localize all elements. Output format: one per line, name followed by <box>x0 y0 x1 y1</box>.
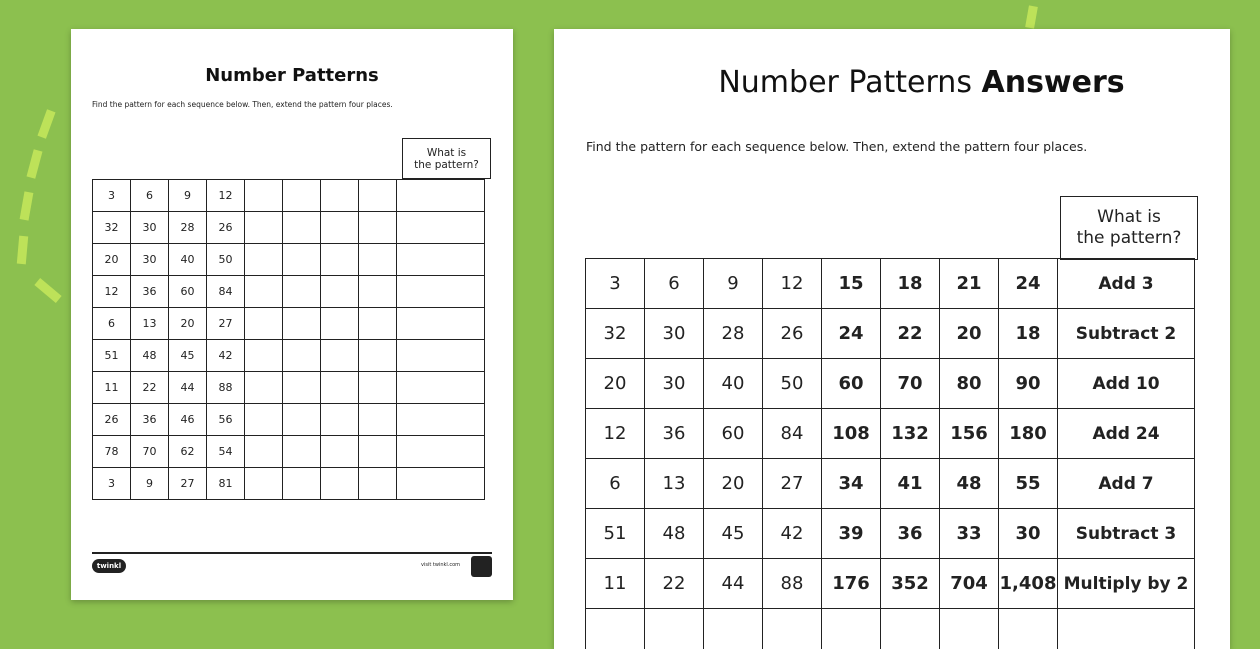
sequence-value: 46 <box>169 404 207 436</box>
answers-title <box>554 65 1230 100</box>
extended-value: 70 <box>881 359 940 409</box>
blank-cell <box>245 276 283 308</box>
answers-pattern-header-box <box>1060 196 1198 260</box>
answers-title-main: Number Patterns <box>718 65 981 100</box>
sequence-value: 54 <box>207 436 245 468</box>
blank-cell <box>321 468 359 500</box>
extended-value: 24 <box>822 309 881 359</box>
blank-cell <box>283 404 321 436</box>
decor-dash <box>27 149 43 178</box>
sequence-value: 6 <box>93 308 131 340</box>
given-value: 13 <box>645 459 704 509</box>
extended-value: 48 <box>940 459 999 509</box>
given-value: 84 <box>763 409 822 459</box>
given-value: 30 <box>645 359 704 409</box>
decor-dash <box>1025 5 1038 28</box>
extended-value: 180 <box>999 409 1058 459</box>
answers-row <box>586 409 1195 459</box>
pattern-blank <box>397 276 485 308</box>
sequence-value: 51 <box>93 340 131 372</box>
blank-cell <box>359 372 397 404</box>
given-value: 22 <box>645 559 704 609</box>
given-value: 51 <box>586 509 645 559</box>
cut-off-cell <box>1058 609 1195 649</box>
given-value: 50 <box>763 359 822 409</box>
pattern-blank <box>397 404 485 436</box>
sequence-value: 28 <box>169 212 207 244</box>
cut-off-cell <box>822 609 881 649</box>
extended-value: 55 <box>999 459 1058 509</box>
given-value: 60 <box>704 409 763 459</box>
decor-dash <box>20 191 34 220</box>
sequence-value: 30 <box>131 244 169 276</box>
sequence-value: 62 <box>169 436 207 468</box>
extended-value: 90 <box>999 359 1058 409</box>
blank-cell <box>359 212 397 244</box>
given-value: 6 <box>586 459 645 509</box>
extended-value: 60 <box>822 359 881 409</box>
given-value: 20 <box>704 459 763 509</box>
blank-cell <box>245 468 283 500</box>
cut-off-cell <box>763 609 822 649</box>
sequence-value: 50 <box>207 244 245 276</box>
extended-value: 22 <box>881 309 940 359</box>
extended-value: 132 <box>881 409 940 459</box>
pattern-answer: Subtract 2 <box>1058 309 1195 359</box>
pattern-blank <box>397 308 485 340</box>
blank-cell <box>321 404 359 436</box>
pattern-blank <box>397 244 485 276</box>
sequence-value: 22 <box>131 372 169 404</box>
worksheet-row <box>93 372 485 404</box>
cut-off-cell <box>999 609 1058 649</box>
extended-value: 176 <box>822 559 881 609</box>
extended-value: 352 <box>881 559 940 609</box>
blank-cell <box>359 276 397 308</box>
sequence-value: 36 <box>131 404 169 436</box>
sequence-value: 45 <box>169 340 207 372</box>
sequence-value: 6 <box>131 180 169 212</box>
blank-cell <box>283 244 321 276</box>
worksheet-row <box>93 308 485 340</box>
pattern-header-box <box>402 138 491 179</box>
blank-cell <box>359 308 397 340</box>
given-value: 28 <box>704 309 763 359</box>
pattern-blank <box>397 372 485 404</box>
sequence-value: 11 <box>93 372 131 404</box>
given-value: 6 <box>645 259 704 309</box>
blank-cell <box>359 244 397 276</box>
extended-value: 41 <box>881 459 940 509</box>
pattern-answer: Subtract 3 <box>1058 509 1195 559</box>
sequence-value: 12 <box>93 276 131 308</box>
sequence-value: 20 <box>169 308 207 340</box>
worksheet-grid <box>92 179 485 500</box>
answers-title-bold: Answers <box>982 65 1125 100</box>
blank-cell <box>359 436 397 468</box>
extended-value: 18 <box>999 309 1058 359</box>
sequence-value: 48 <box>131 340 169 372</box>
sequence-value: 27 <box>207 308 245 340</box>
extended-value: 21 <box>940 259 999 309</box>
sequence-value: 32 <box>93 212 131 244</box>
given-value: 26 <box>763 309 822 359</box>
blank-cell <box>283 468 321 500</box>
answers-row <box>586 459 1195 509</box>
blank-cell <box>321 180 359 212</box>
given-value: 40 <box>704 359 763 409</box>
extended-value: 704 <box>940 559 999 609</box>
pattern-answer: Add 3 <box>1058 259 1195 309</box>
cut-off-cell <box>881 609 940 649</box>
given-value: 88 <box>763 559 822 609</box>
blank-cell <box>283 212 321 244</box>
sequence-value: 42 <box>207 340 245 372</box>
sequence-value: 60 <box>169 276 207 308</box>
cut-off-cell <box>704 609 763 649</box>
blank-cell <box>321 276 359 308</box>
extended-value: 24 <box>999 259 1058 309</box>
given-value: 44 <box>704 559 763 609</box>
extended-value: 20 <box>940 309 999 359</box>
blank-cell <box>321 212 359 244</box>
sequence-value: 30 <box>131 212 169 244</box>
extended-value: 39 <box>822 509 881 559</box>
sequence-value: 27 <box>169 468 207 500</box>
given-value: 12 <box>586 409 645 459</box>
blank-cell <box>321 372 359 404</box>
blank-cell <box>359 340 397 372</box>
blank-cell <box>283 276 321 308</box>
decor-dash <box>17 236 28 265</box>
blank-cell <box>321 436 359 468</box>
extended-value: 156 <box>940 409 999 459</box>
decor-dash <box>37 109 55 138</box>
answers-instructions: Find the pattern for each sequence below. Then, extend the pattern four places. <box>586 139 1087 154</box>
extended-value: 33 <box>940 509 999 559</box>
extended-value: 18 <box>881 259 940 309</box>
answers-page <box>554 29 1230 649</box>
sequence-value: 56 <box>207 404 245 436</box>
pattern-answer: Add 10 <box>1058 359 1195 409</box>
answers-pattern-header-label: What is the pattern? <box>1061 197 1198 260</box>
extended-value: 30 <box>999 509 1058 559</box>
sequence-value: 88 <box>207 372 245 404</box>
sequence-value: 36 <box>131 276 169 308</box>
worksheet-page <box>71 29 513 600</box>
given-value: 45 <box>704 509 763 559</box>
badge-logo <box>471 556 492 577</box>
cut-off-cell <box>645 609 704 649</box>
worksheet-row <box>93 436 485 468</box>
blank-cell <box>283 180 321 212</box>
blank-cell <box>245 372 283 404</box>
extended-value: 80 <box>940 359 999 409</box>
sequence-value: 70 <box>131 436 169 468</box>
sequence-value: 13 <box>131 308 169 340</box>
blank-cell <box>283 436 321 468</box>
worksheet-row <box>93 404 485 436</box>
answers-row <box>586 259 1195 309</box>
worksheet-row <box>93 244 485 276</box>
sequence-value: 26 <box>207 212 245 244</box>
given-value: 20 <box>586 359 645 409</box>
answers-row <box>586 309 1195 359</box>
pattern-blank <box>397 180 485 212</box>
worksheet-row <box>93 340 485 372</box>
pattern-header-label: What is the pattern? <box>403 139 491 179</box>
blank-cell <box>283 372 321 404</box>
sequence-value: 78 <box>93 436 131 468</box>
footer-rule <box>92 552 492 554</box>
given-value: 36 <box>645 409 704 459</box>
answers-row <box>586 559 1195 609</box>
blank-cell <box>283 308 321 340</box>
sequence-value: 12 <box>207 180 245 212</box>
worksheet-title: Number Patterns <box>71 65 513 86</box>
given-value: 12 <box>763 259 822 309</box>
answers-row <box>586 509 1195 559</box>
extended-value: 1,408 <box>999 559 1058 609</box>
worksheet-row <box>93 468 485 500</box>
sequence-value: 9 <box>169 180 207 212</box>
blank-cell <box>245 212 283 244</box>
given-value: 3 <box>586 259 645 309</box>
blank-cell <box>283 340 321 372</box>
given-value: 27 <box>763 459 822 509</box>
pattern-answer: Multiply by 2 <box>1058 559 1195 609</box>
answers-row <box>586 359 1195 409</box>
sequence-value: 3 <box>93 468 131 500</box>
sequence-value: 44 <box>169 372 207 404</box>
cut-off-cell <box>940 609 999 649</box>
sequence-value: 3 <box>93 180 131 212</box>
twinkl-logo: twinkl <box>92 559 126 573</box>
sequence-value: 40 <box>169 244 207 276</box>
blank-cell <box>359 468 397 500</box>
given-value: 32 <box>586 309 645 359</box>
pattern-answer: Add 7 <box>1058 459 1195 509</box>
given-value: 48 <box>645 509 704 559</box>
blank-cell <box>245 308 283 340</box>
blank-cell <box>321 244 359 276</box>
worksheet-row <box>93 212 485 244</box>
extended-value: 15 <box>822 259 881 309</box>
given-value: 30 <box>645 309 704 359</box>
pattern-blank <box>397 212 485 244</box>
pattern-answer: Add 24 <box>1058 409 1195 459</box>
cut-off-cell <box>586 609 645 649</box>
sequence-value: 84 <box>207 276 245 308</box>
extended-value: 34 <box>822 459 881 509</box>
pattern-blank <box>397 436 485 468</box>
extended-value: 36 <box>881 509 940 559</box>
extended-value: 108 <box>822 409 881 459</box>
decor-dash <box>34 278 61 303</box>
given-value: 42 <box>763 509 822 559</box>
worksheet-row <box>93 180 485 212</box>
given-value: 11 <box>586 559 645 609</box>
answers-row <box>586 609 1195 649</box>
worksheet-instructions: Find the pattern for each sequence below. Then, extend the pattern four places. <box>92 100 393 109</box>
blank-cell <box>245 436 283 468</box>
blank-cell <box>359 404 397 436</box>
sequence-value: 9 <box>131 468 169 500</box>
sequence-value: 81 <box>207 468 245 500</box>
pattern-blank <box>397 468 485 500</box>
sequence-value: 20 <box>93 244 131 276</box>
blank-cell <box>321 308 359 340</box>
blank-cell <box>245 404 283 436</box>
sequence-value: 26 <box>93 404 131 436</box>
footer-url: visit twinkl.com <box>421 562 460 568</box>
blank-cell <box>245 244 283 276</box>
answers-grid <box>585 258 1195 649</box>
blank-cell <box>321 340 359 372</box>
given-value: 9 <box>704 259 763 309</box>
pattern-blank <box>397 340 485 372</box>
blank-cell <box>245 340 283 372</box>
worksheet-row <box>93 276 485 308</box>
blank-cell <box>245 180 283 212</box>
blank-cell <box>359 180 397 212</box>
